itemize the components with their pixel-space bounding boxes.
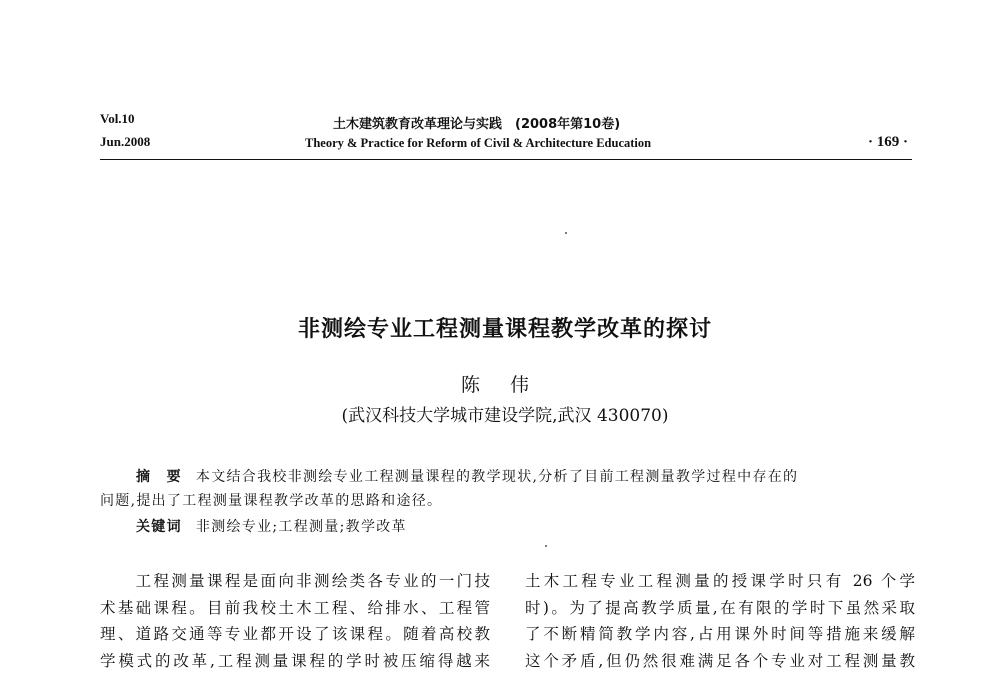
body-line: 学模式的改革,工程测量课程的学时被压缩得越来 — [100, 648, 490, 674]
body-column-right — [525, 568, 915, 674]
page-number: · 169 · — [868, 134, 908, 151]
scan-speck — [565, 232, 567, 234]
article-title: 非测绘专业工程测量课程教学改革的探讨 — [0, 312, 1000, 343]
body-line: 工程测量课程是面向非测绘类各专业的一门技 — [100, 568, 490, 595]
abstract-label: 摘 要 — [136, 469, 182, 485]
abstract-text-2: 问题,提出了工程测量课程教学改革的思路和途径。 — [100, 493, 442, 509]
abstract-text-1: 本文结合我校非测绘专业工程测量课程的教学现状,分析了目前工程测量教学过程中存在的 — [196, 469, 798, 485]
author-name: 陈伟 — [0, 370, 1000, 397]
abstract-line-1 — [100, 466, 912, 486]
volume-label: Vol.10 — [100, 111, 135, 127]
body-line: 理、道路交通等专业都开设了该课程。随着高校教 — [100, 621, 490, 648]
author-affiliation: (武汉科技大学城市建设学院,武汉 430070) — [0, 401, 1000, 426]
header-rule — [100, 159, 912, 160]
keywords-line — [100, 516, 912, 536]
keywords-label: 关键词 — [136, 519, 182, 535]
abstract-line-2 — [100, 490, 912, 510]
scan-speck — [545, 545, 547, 547]
body-line: 时)。为了提高教学质量,在有限的学时下虽然采取 — [525, 595, 915, 622]
journal-title-en: Theory & Practice for Reform of Civil & Architecture Education — [305, 136, 651, 151]
keywords-text: 非测绘专业;工程测量;教学改革 — [196, 519, 407, 535]
body-line: 了不断精简教学内容,占用课外时间等措施来缓解 — [525, 621, 915, 648]
body-line: 土木工程专业工程测量的授课学时只有 26 个学 — [525, 568, 915, 595]
body-column-left — [100, 568, 490, 674]
journal-title-cn: 土木建筑教育改革理论与实践 (2008年第10卷) — [333, 113, 620, 132]
body-line: 术基础课程。目前我校土木工程、给排水、工程管 — [100, 595, 490, 622]
issue-date: Jun.2008 — [100, 134, 150, 150]
body-line: 这个矛盾,但仍然很难满足各个专业对工程测量教 — [525, 648, 915, 674]
